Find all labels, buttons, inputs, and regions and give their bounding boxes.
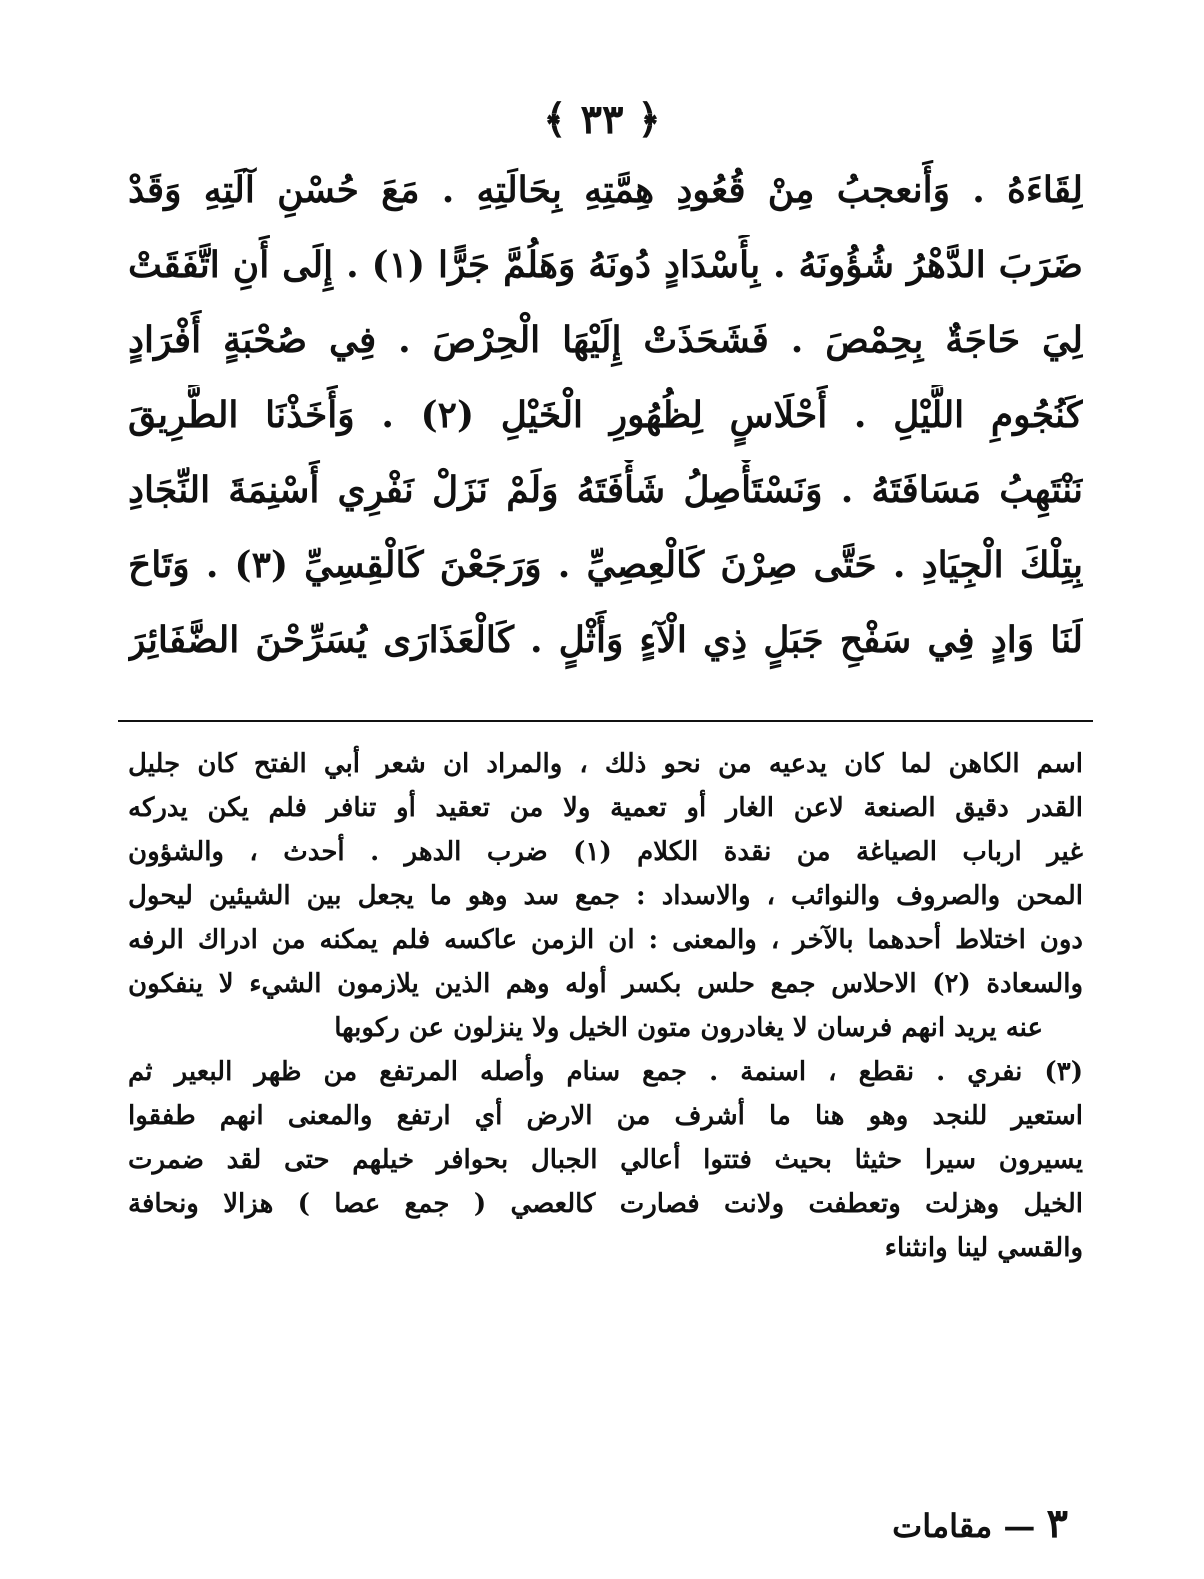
signature-dash: — — [1003, 1507, 1036, 1545]
footnote-line: الخيل وهزلت وتعطفت ولانت فصارت كالعصي ( جمع عصا ) هزالا ونحافة — [128, 1189, 1083, 1219]
main-text-line: نَنْتَهِبُ مَسَافَتَهُ . وَنَسْتَأْصِلُ شَأْفَتَهُ وَلَمْ نَزَلْ نَفْرِي أَسْنِمَةَ النِّجَادِ — [128, 469, 1083, 511]
main-text-line: لَنَا وَادٍ فِي سَفْحِ جَبَلٍ ذِي الْآءٍ وَأَثْلٍ . كَالْعَذَارَى يُسَرِّحْنَ الضَّفَائِرَ — [128, 619, 1083, 661]
main-text-line: ضَرَبَ الدَّهْرُ شُؤُونَهُ . بِأَسْدَادٍ دُونَهُ وَهَلُمَّ جَرًّا (١) . إِلَى أَنِ اتَّفَقَتْ — [128, 244, 1083, 286]
footnote-line: (٣) نفري . نقطع ، اسنمة . جمع سنام وأصله المرتفع من ظهر البعير ثم — [128, 1057, 1083, 1087]
footnote-divider — [118, 720, 1093, 722]
signature-word: مقامات — [892, 1507, 993, 1545]
main-text-line: كَنُجُومِ اللَّيْلِ . أَحْلَاسٍ لِظُهُورِ الْخَيْلِ (٢) . وَأَخَذْنَا الطَّرِيقَ — [128, 394, 1083, 436]
footnotes — [128, 742, 1083, 1270]
footnote-line: القدر دقيق الصنعة لاعن الغار أو تعمية ولا من تعقيد أو تنافر فلم يكن يدركه — [128, 793, 1083, 823]
signature-mark — [892, 1502, 1068, 1548]
page-number: ﴿ ٣٣ ﴾ — [543, 96, 661, 143]
main-text-line: لِيَ حَاجَةٌ بِحِمْصَ . فَشَحَذَتْ إِلَيْهَا الْحِرْصَ . فِي صُحْبَةٍ أَفْرَادٍ — [128, 319, 1083, 361]
main-text-line: بِتِلْكَ الْجِيَادِ . حَتَّى صِرْنَ كَالْعِصِيِّ . وَرَجَعْنَ كَالْقِسِيِّ (٣) . وَتَاحَ — [128, 544, 1083, 586]
main-text — [128, 160, 1083, 685]
footnote-line: عنه يريد انهم فرسان لا يغادرون متون الخيل ولا ينزلون عن ركوبها — [334, 1013, 1043, 1043]
footnote-line: غير ارباب الصياغة من نقدة الكلام (١) ضرب الدهر . أحدث ، والشؤون — [128, 837, 1083, 867]
footnote-line: اسم الكاهن لما كان يدعيه من نحو ذلك ، والمراد ان شعر أبي الفتح كان جليل — [128, 749, 1083, 779]
signature-number: ٣ — [1046, 1500, 1068, 1547]
main-text-line: لِقَاءَهُ . وَأَنعجبُ مِنْ قُعُودِ هِمَّتِهِ بِحَالَتِهِ . مَعَ حُسْنِ آلَتِهِ وَقَدْ — [128, 169, 1083, 211]
footnote-line: والسعادة (٢) الاحلاس جمع حلس بكسر أوله وهم الذين يلازمون الشيء لا ينفكون — [128, 969, 1083, 999]
footnote-line: دون اختلاط أحدهما بالآخر ، والمعنى : ان الزمن عاكسه فلم يمكنه من ادراك الرفه — [128, 925, 1083, 955]
footnote-line: المحن والصروف والنوائب ، والاسداد : جمع سد وهو ما يجعل بين الشيئين ليحول — [128, 881, 1083, 911]
footnote-line: يسيرون سيرا حثيثا بحيث فتتوا أعالي الجبال بحوافر خيلهم حتى لقد ضمرت — [128, 1145, 1083, 1175]
footnote-line: والقسي لينا وانثناء — [884, 1233, 1083, 1263]
footnote-line: استعير للنجد وهو هنا ما أشرف من الارض أي ارتفع والمعنى انهم طفقوا — [128, 1101, 1083, 1131]
